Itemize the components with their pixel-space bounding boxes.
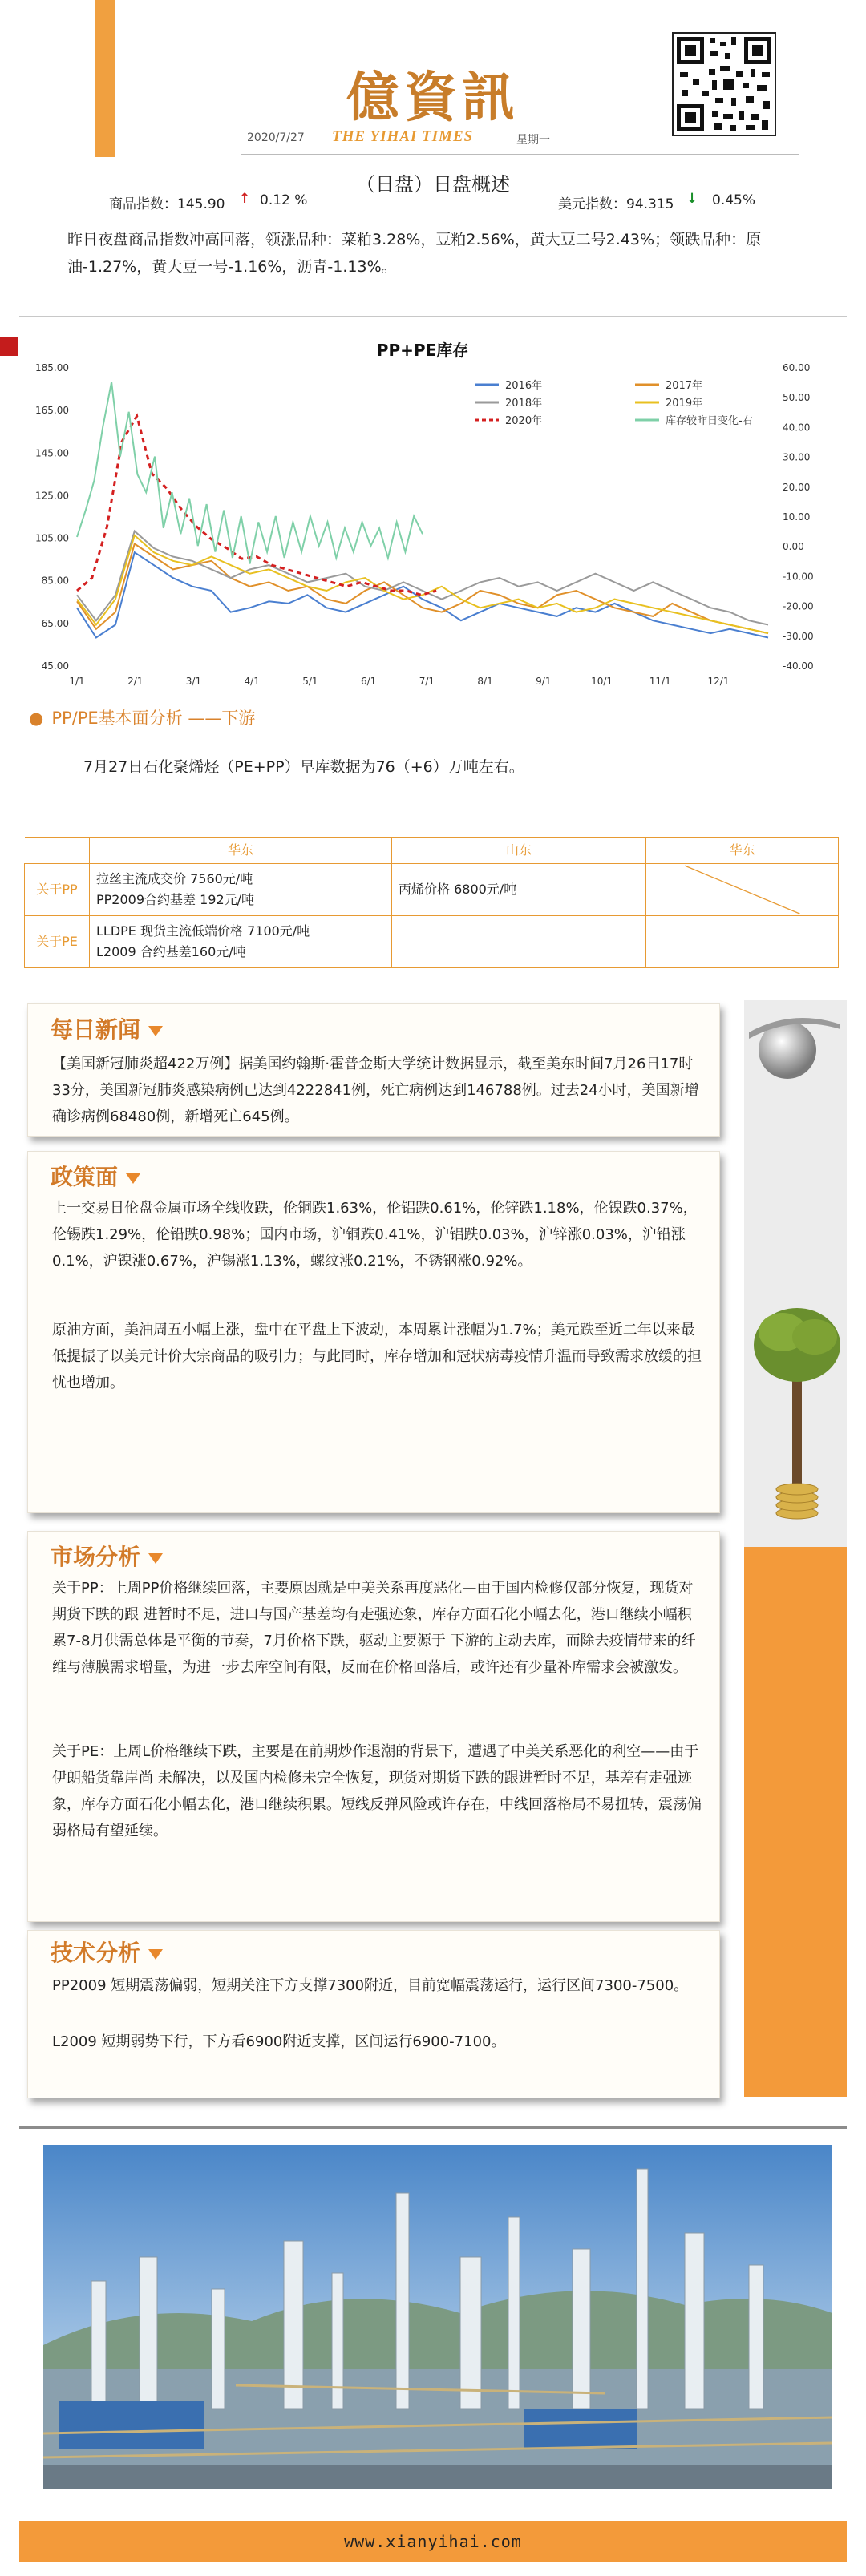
region-header: 华东 xyxy=(646,838,839,864)
market-analysis-box xyxy=(27,1531,720,1922)
policy-title-text: 政策面 xyxy=(51,1164,119,1190)
x-tick-label: 5/1 xyxy=(302,676,318,687)
commodity-change: 0.12 % xyxy=(260,192,308,208)
x-tick-label: 9/1 xyxy=(536,676,552,687)
x-tick-label: 3/1 xyxy=(185,676,202,687)
daily-news-title-text: 每日新闻 xyxy=(51,1016,141,1043)
x-tick-label: 7/1 xyxy=(419,676,435,687)
legend-label: 2018年 xyxy=(505,398,543,410)
technical-text-l: L2009 短期弱势下行，下方看6900附近支撑，区间运行6900-7100。 xyxy=(52,2033,506,2050)
y-left-tick-label: 65.00 xyxy=(41,617,69,629)
footer-url[interactable]: www.xianyihai.com xyxy=(19,2521,847,2562)
fundamentals-heading-text: PP/PE基本面分析 ——下游 xyxy=(51,709,256,728)
legend-label: 2019年 xyxy=(666,398,703,410)
y-left-tick-label: 145.00 xyxy=(35,447,69,459)
weekday: 星期一 xyxy=(516,134,550,147)
issue-date: 2020/7/27 xyxy=(247,131,305,144)
table-row xyxy=(25,916,839,968)
x-tick-label: 11/1 xyxy=(649,676,671,687)
legend-label: 库存较昨日变化-右 xyxy=(666,415,753,427)
policy-text-oil: 原油方面，美油周五小幅上涨，盘中在平盘上下波动，本周累计涨幅为1.7%；美元跌至近二年以来最低提振了以美元计价大宗商品的吸引力；与此同时，库存增加和冠状病毒疫情升温而导致需求放缓的担忧也增加。 xyxy=(52,1322,702,1391)
table-cell xyxy=(392,916,646,968)
header-rule xyxy=(241,154,799,155)
y-right-tick-label: -30.00 xyxy=(783,630,814,642)
x-tick-label: 6/1 xyxy=(360,676,377,687)
technical-title xyxy=(51,1936,163,1968)
y-right-tick-label: 20.00 xyxy=(783,481,811,493)
triangle-down-icon xyxy=(148,1949,163,1960)
policy-text-metals: 上一交易日伦盘金属市场全线收跌，伦铜跌1.63%，伦铝跌0.61%，伦锌跌1.18%，伦镍跌0.37%，伦锡跌1.29%，伦铅跌0.98%；国内市场，沪铜跌0.41%，沪铝跌0.03%，沪锌涨0.03%，沪铅涨0.1%，沪镍涨0.67%，沪锡涨1.13%，螺纹涨0.21%，不锈钢涨0.92%。 xyxy=(52,1200,698,1270)
technical-analysis-box xyxy=(27,1930,720,2098)
y-right-tick-label: 10.00 xyxy=(783,511,811,523)
market-text-pe: 关于PE：上周L价格继续下跌，主要是在前期炒作退潮的背景下，遭遇了中美关系恶化的利空——由于伊朗船货靠岸尚 未解决，以及国内检修未完全恢复，现货对期货下跌的跟进暂时不足，基差有走强迹象，库存方面石化小幅去化，港口继续积累。短线反弹风险或许存在，中线回落格局不易扭转，震荡偏弱格局有望延续。 xyxy=(52,1743,702,1839)
table-row xyxy=(25,864,839,916)
series-line xyxy=(77,535,768,633)
region-header: 山东 xyxy=(392,838,646,864)
region-header: 华东 xyxy=(90,838,392,864)
y-left-tick-label: 165.00 xyxy=(35,405,69,417)
commodity-index: 商品指数：145.90 xyxy=(109,196,225,212)
table-cell: 拉丝主流成交价 7560元/吨 PP2009合约基差 192元/吨 xyxy=(90,864,392,916)
row-label: 关于PP xyxy=(25,864,90,916)
y-left-tick-label: 105.00 xyxy=(35,532,69,544)
summary-title: （日盘）日盘概述 xyxy=(356,173,510,196)
y-left-tick-label: 85.00 xyxy=(41,575,69,587)
down-arrow-icon: ↓ xyxy=(686,191,698,207)
y-left-tick-label: 185.00 xyxy=(35,362,69,373)
y-right-tick-label: 0.00 xyxy=(783,541,804,553)
qr-code-icon xyxy=(672,32,776,136)
refinery-photo xyxy=(43,2145,832,2489)
y-right-tick-label: -10.00 xyxy=(783,571,814,583)
legend-label: 2020年 xyxy=(505,415,543,427)
dollar-change: 0.45% xyxy=(712,192,756,208)
up-arrow-icon: ↑ xyxy=(239,191,251,207)
x-tick-label: 12/1 xyxy=(707,676,730,687)
price-table xyxy=(24,837,839,968)
market-text-pp: 关于PP：上周PP价格继续回落，主要原因就是中美关系再度恶化—由于国内检修仅部分恢复，现货对期货下跌的跟 进暂时不足，进口与国产基差均有走强迹象，库存方面石化小幅去化，港口继续小幅积累7-8月供需总体是平衡的节奏，7月价格下跌，驱动主要源于 下游的主动去库，而除去疫情带来的纤维与薄膜需求增量，为进一步去库空间有限，反而在价格回落后，或许还有少量补库需求会被激发。 xyxy=(52,1580,696,1676)
bottom-divider xyxy=(19,2126,847,2129)
english-name: THE YIHAI TIMES xyxy=(332,128,474,145)
y-right-tick-label: 30.00 xyxy=(783,451,811,463)
table-cell xyxy=(646,916,839,968)
x-tick-label: 10/1 xyxy=(591,676,613,687)
daily-news-box xyxy=(27,1003,720,1137)
section-divider xyxy=(19,316,847,317)
y-right-tick-label: -20.00 xyxy=(783,600,814,612)
legend-label: 2017年 xyxy=(666,380,703,392)
chart-title: PP+PE库存 xyxy=(376,341,469,360)
policy-title xyxy=(51,1160,140,1192)
inventory-chart xyxy=(18,337,852,696)
y-right-tick-label: 40.00 xyxy=(783,422,811,434)
market-title-text: 市场分析 xyxy=(51,1544,141,1570)
table-cell: 丙烯价格 6800元/吨 xyxy=(392,864,646,916)
dollar-index: 美元指数：94.315 xyxy=(558,196,674,212)
triangle-down-icon xyxy=(126,1173,140,1184)
series-line xyxy=(77,544,768,634)
triangle-down-icon xyxy=(148,1026,163,1036)
x-tick-label: 2/1 xyxy=(127,676,144,687)
summary-text: 昨日夜盘商品指数冲高回落，领涨品种：菜粕3.28%，豆粕2.56%，黄大豆二号2.43%；领跌品种：原油-1.27%，黄大豆一号-1.16%，沥青-1.13%。 xyxy=(67,231,762,276)
section-marker xyxy=(0,337,18,356)
bullet-icon: ● xyxy=(29,709,44,728)
table-corner xyxy=(25,838,90,864)
daily-news-text: 【美国新冠肺炎超422万例】据美国约翰斯·霍普金斯大学统计数据显示，截至美东时间7月26日17时33分，美国新冠肺炎感染病例已达到4222841例，死亡病例达到146788例。过去24小时，美国新增确诊病例68480例，新增死亡645例。 xyxy=(52,1056,699,1125)
row-label: 关于PE xyxy=(25,916,90,968)
side-orange-panel xyxy=(744,1547,847,2097)
logo-title: 億資訊 xyxy=(346,66,520,128)
table-cell: LLDPE 现货主流低端价格 7100元/吨 L2009 合约基差160元/吨 xyxy=(90,916,392,968)
table-cell-empty xyxy=(646,864,839,916)
technical-text-pp: PP2009 短期震荡偏弱，短期关注下方支撑7300附近，目前宽幅震荡运行，运行区间7300-7500。 xyxy=(52,1977,689,1994)
technical-title-text: 技术分析 xyxy=(51,1940,141,1966)
y-right-tick-label: 60.00 xyxy=(783,362,811,373)
x-tick-label: 1/1 xyxy=(69,676,85,687)
series-line xyxy=(77,382,423,564)
legend-label: 2016年 xyxy=(505,380,543,392)
y-left-tick-label: 45.00 xyxy=(41,660,69,672)
x-tick-label: 8/1 xyxy=(477,676,493,687)
table-header-row xyxy=(25,838,839,864)
policy-box xyxy=(27,1151,720,1513)
y-right-tick-label: 50.00 xyxy=(783,392,811,404)
x-tick-label: 4/1 xyxy=(244,676,260,687)
y-right-tick-label: -40.00 xyxy=(783,660,814,672)
y-left-tick-label: 125.00 xyxy=(35,490,69,502)
market-title xyxy=(51,1540,163,1572)
triangle-down-icon xyxy=(148,1553,163,1564)
fundamentals-text: 7月27日石化聚烯烃（PE+PP）早库数据为76（+6）万吨左右。 xyxy=(83,758,524,776)
daily-news-title xyxy=(51,1012,163,1044)
fundamentals-heading xyxy=(29,705,255,729)
